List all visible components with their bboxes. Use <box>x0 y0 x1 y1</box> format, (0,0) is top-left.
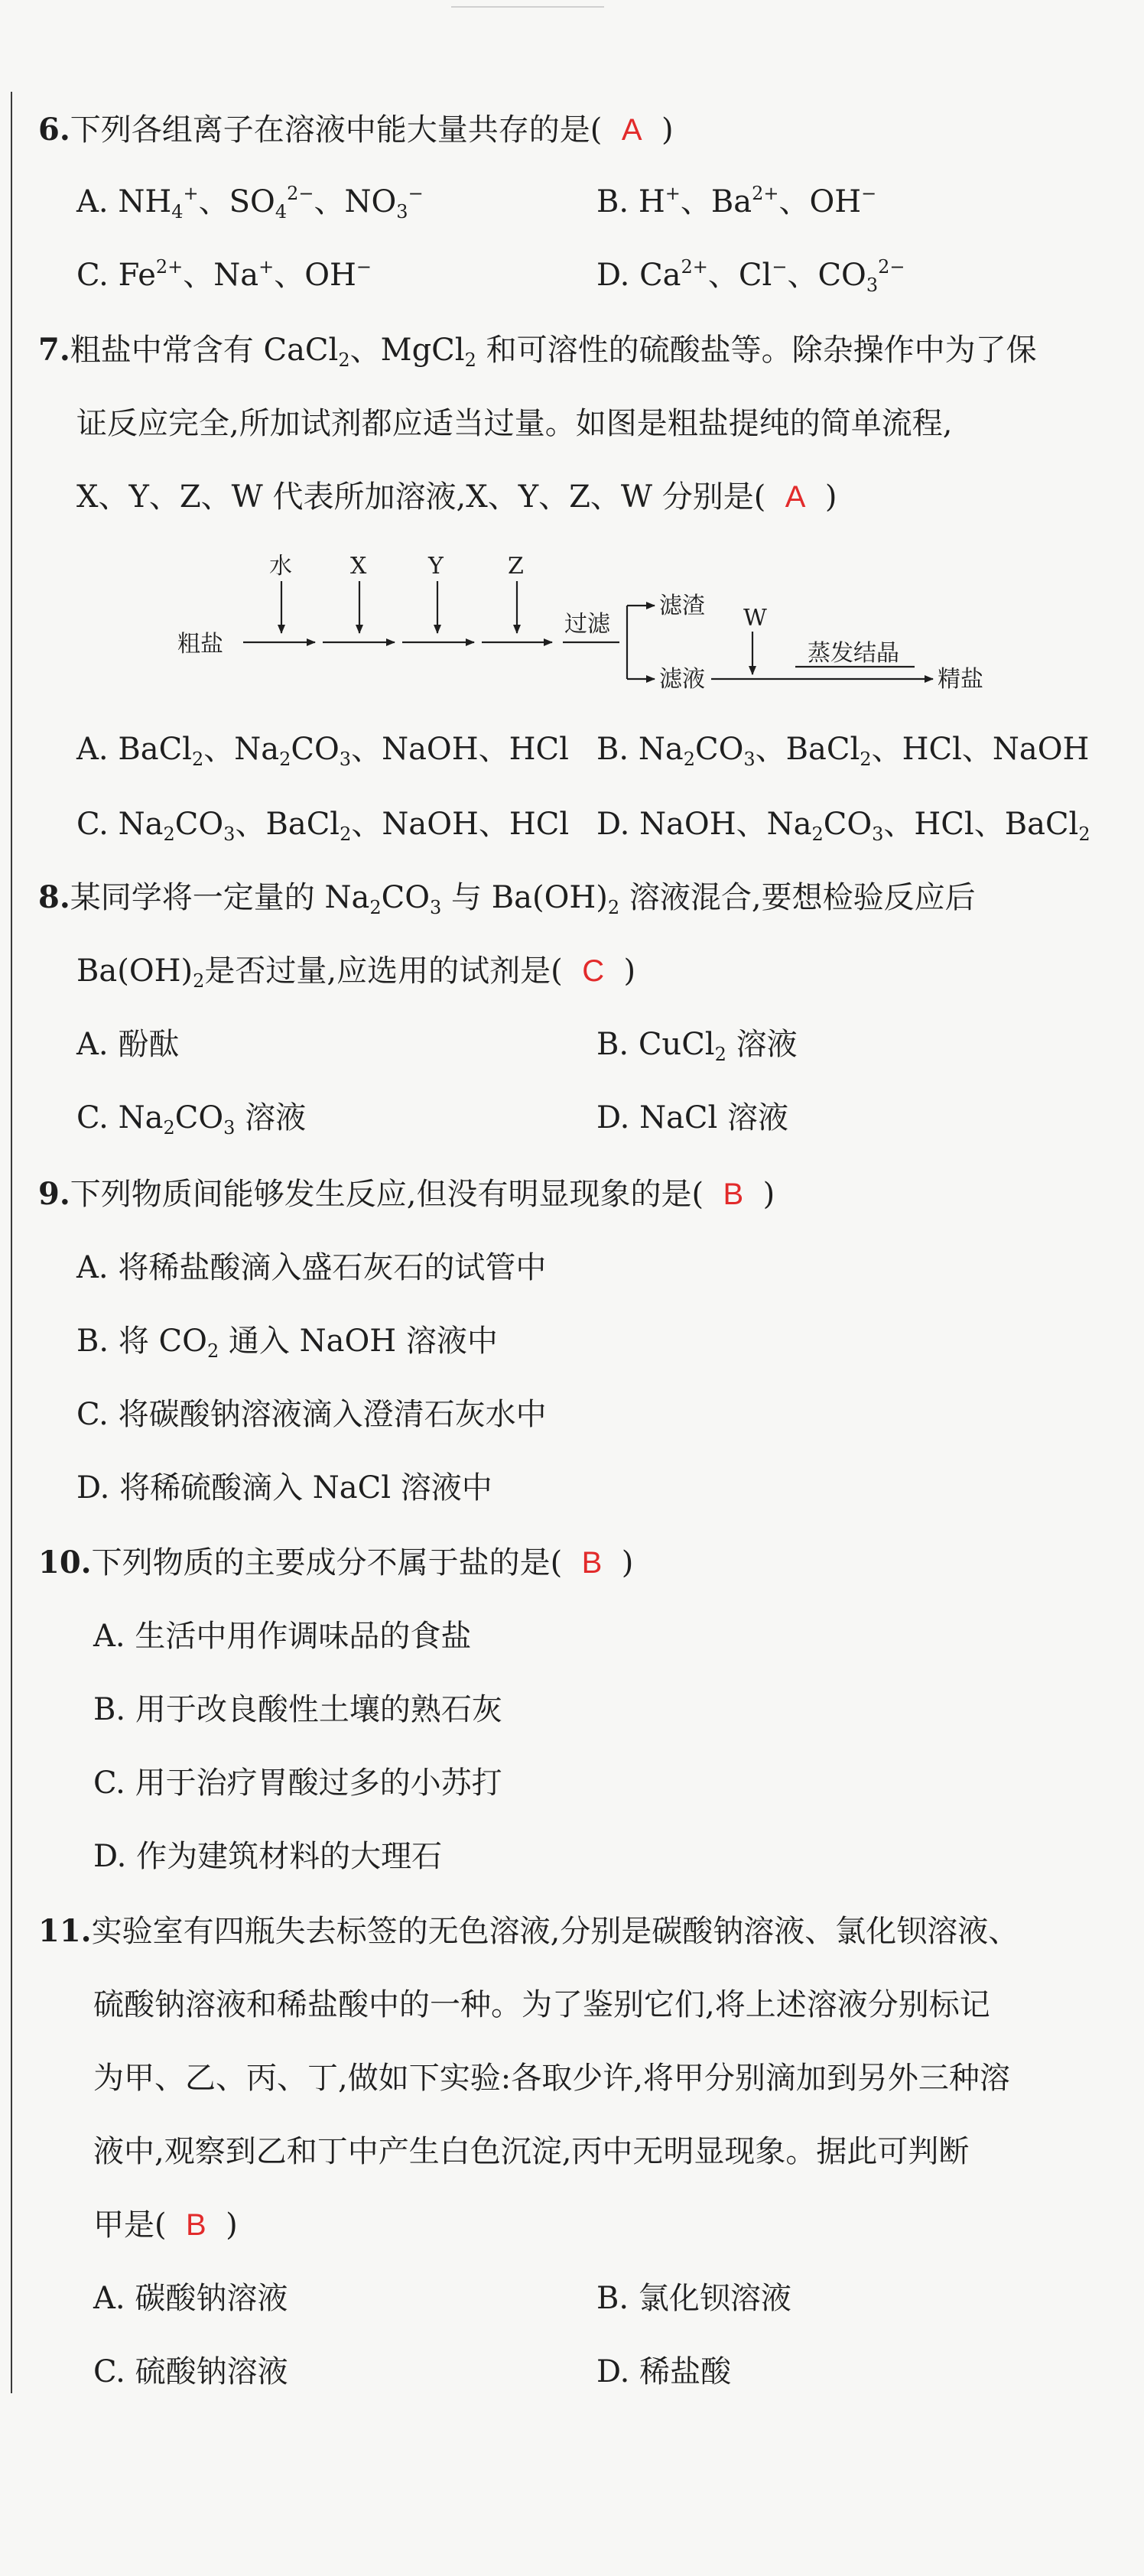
q6-option-d: D. $Ca^{2+}$、Cl−、$CO_3^{2-}$ <box>596 256 905 296</box>
q8-option-c: C. $Na_2CO_3$ 溶液 <box>76 1100 307 1139</box>
label-water: 水 <box>269 553 292 580</box>
q6-stem-text: 下列各组离子在溶液中能大量共存的是( <box>70 112 603 148</box>
q10-option-b: B. 用于改良酸性土壤的熟石灰 <box>93 1692 502 1727</box>
q6-option-b: B. H+、$Ba^{2+}$、OH− <box>596 183 877 219</box>
q8-stem-line1: 8.某同学将一定量的 $Na_2CO_3$ 与 $Ba(OH)_2$ 溶液混合,要想检验反应后 <box>38 879 976 918</box>
q10-option-c: C. 用于治疗胃酸过多的小苏打 <box>93 1766 502 1801</box>
q11-stem-line1: 11.实验室有四瓶失去标签的无色溶液,分别是碳酸钠溶液、氯化钡溶液、 <box>38 1913 1019 1949</box>
q7-option-a: A. BaCl$_2$、$Na_2CO_3$、NaOH、HCl <box>76 732 569 770</box>
q6-option-a: A. $NH_4^+$、$SO_4^{2-}$、$NO_3^-$ <box>76 183 424 223</box>
label-residue: 滤渣 <box>659 593 705 619</box>
q10-answer: B <box>581 1546 603 1580</box>
q9-stem: 9.下列物质间能够发生反应,但没有明显现象的是( B ) <box>38 1176 775 1212</box>
q11-stem-line4: 液中,观察到乙和丁中产生白色沉淀,丙中无明显现象。据此可判断 <box>93 2134 970 2169</box>
q10-stem: 10.下列物质的主要成分不属于盐的是( B ) <box>38 1545 634 1580</box>
q7-option-d: D. NaOH、$Na_2CO_3$、HCl、BaCl$_2$ <box>596 807 1090 845</box>
q11-option-d: D. 稀盐酸 <box>596 2354 732 2389</box>
q9-option-b: B. 将 $CO_2$ 通入 NaOH 溶液中 <box>76 1324 498 1362</box>
label-y: Y <box>428 553 444 580</box>
q6-number: 6. <box>38 112 70 148</box>
q11-option-c: C. 硫酸钠溶液 <box>93 2354 288 2389</box>
label-x: X <box>350 553 367 580</box>
q11-option-a: A. 碳酸钠溶液 <box>93 2281 288 2316</box>
q9-option-d: D. 将稀硫酸滴入 NaCl 溶液中 <box>76 1470 492 1506</box>
q8-stem-line2: $Ba(OH)_2$是否过量,应选用的试剂是( C ) <box>76 953 636 992</box>
q10-number: 10. <box>38 1545 92 1580</box>
q6-option-c: C. $Fe^{2+}$、Na+、OH− <box>76 256 372 293</box>
q7-option-c: C. $Na_2CO_3$、BaCl$_2$、NaOH、HCl <box>76 807 570 845</box>
q11-stem-line2: 硫酸钠溶液和稀盐酸中的一种。为了鉴别它们,将上述溶液分别标记 <box>93 1987 990 2022</box>
q9-answer: B <box>723 1178 744 1211</box>
q7-option-b: B. $Na_2CO_3$、BaCl$_2$、HCl、NaOH <box>596 732 1090 770</box>
label-w: W <box>743 605 767 632</box>
q11-stem-line3: 为甲、乙、丙、丁,做如下实验:各取少许,将甲分别滴加到另外三种溶 <box>93 2061 1010 2096</box>
label-evaporate: 蒸发结晶 <box>808 640 899 667</box>
q6-answer: A <box>621 113 642 147</box>
label-filter: 过滤 <box>564 611 610 638</box>
q7-stem-line2: 证反应完全,所加试剂都应适当过量。如图是粗盐提纯的简单流程, <box>76 406 953 441</box>
q6-close: ) <box>661 112 674 148</box>
q8-answer: C <box>582 954 605 988</box>
label-z: Z <box>508 553 524 580</box>
q7-number: 7. <box>38 332 70 368</box>
q8-option-a: A. 酚酞 <box>76 1027 180 1062</box>
q8-option-d: D. NaCl 溶液 <box>596 1100 789 1135</box>
label-fine-salt: 精盐 <box>938 666 983 693</box>
q7-stem-line1: 7.粗盐中常含有 CaCl$_2$、MgCl$_2$ 和可溶性的硫酸盐等。除杂操作中为了保 <box>38 332 1037 371</box>
q9-option-c: C. 将碳酸钠溶液滴入澄清石灰水中 <box>76 1397 547 1432</box>
q8-option-b: B. CuCl$_2$ 溶液 <box>596 1027 798 1065</box>
q9-number: 9. <box>38 1176 70 1212</box>
q11-option-b: B. 氯化钡溶液 <box>596 2281 791 2316</box>
q7-stem-line3: X、Y、Z、W 代表所加溶液,X、Y、Z、W 分别是( A ) <box>76 479 837 515</box>
q10-option-a: A. 生活中用作调味品的食盐 <box>93 1619 472 1654</box>
q7-answer: A <box>785 480 806 514</box>
q11-stem-line5: 甲是( B ) <box>93 2207 238 2243</box>
label-filtrate: 滤液 <box>659 666 705 693</box>
label-crude-salt: 粗盐 <box>177 631 223 658</box>
q11-number: 11. <box>38 1913 92 1949</box>
q11-answer: B <box>186 2208 206 2242</box>
q8-number: 8. <box>38 879 70 915</box>
q10-option-d: D. 作为建筑材料的大理石 <box>93 1839 443 1874</box>
q9-option-a: A. 将稀盐酸滴入盛石灰石的试管中 <box>76 1250 547 1285</box>
